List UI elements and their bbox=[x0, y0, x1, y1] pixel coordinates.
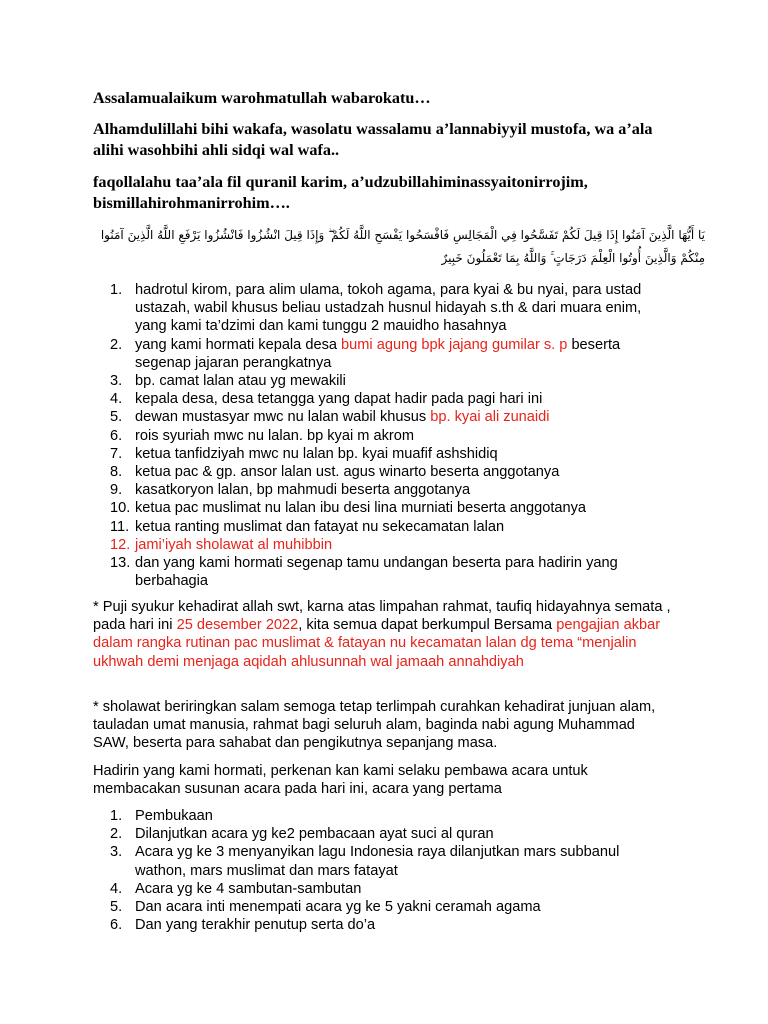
agenda-item bbox=[93, 825, 673, 843]
guest-list-item bbox=[93, 536, 673, 554]
agenda-item bbox=[93, 843, 673, 879]
agenda-text: Dilanjutkan acara yg ke2 pembacaan ayat suci al quran bbox=[135, 826, 494, 843]
list-number: 4. bbox=[110, 880, 123, 897]
guest-list-item bbox=[93, 281, 673, 336]
guest-list-item bbox=[93, 408, 673, 426]
agenda-item bbox=[93, 880, 673, 898]
highlighted-text: bp. kyai ali zunaidi bbox=[430, 409, 550, 426]
list-number: 6. bbox=[110, 917, 123, 934]
list-text: dewan mustasyar mwc nu lalan wabil khusus bbox=[135, 409, 431, 426]
list-number: 9. bbox=[110, 482, 123, 499]
list-text: bp. camat lalan atau yg mewakili bbox=[135, 373, 346, 390]
list-number: 3. bbox=[110, 373, 123, 390]
list-number: 2. bbox=[110, 336, 123, 353]
quran-intro: faqollalahu taa’ala fil quranil karim, a’udzubillahiminassyaitonirrojim, bismillahirohmanirrohim…. bbox=[93, 173, 588, 212]
greeting: Assalamualaikum warohmatullah wabarokatu… bbox=[93, 89, 431, 107]
highlighted-text: bumi agung bpk jajang gumilar s. p bbox=[341, 336, 568, 353]
guest-list bbox=[93, 281, 673, 590]
list-text: dan yang kami hormati segenap tamu undangan beserta para hadirin yang berbahagia bbox=[135, 555, 618, 590]
list-text: rois syuriah mwc nu lalan. bp kyai m akrom bbox=[135, 427, 414, 444]
agenda-text: Acara yg ke 3 menyanyikan lagu Indonesia raya dilanjutkan mars subbanul wathon, mars muslimat dan mars fatayat bbox=[135, 844, 620, 879]
list-text: kepala desa, desa tetangga yang dapat hadir pada pagi hari ini bbox=[135, 391, 543, 408]
agenda-item bbox=[93, 807, 673, 825]
list-text: ketua pac & gp. ansor lalan ust. agus winarto beserta anggotanya bbox=[135, 464, 560, 481]
guest-list-item bbox=[93, 427, 673, 445]
paragraph-text: * Puji syukur kehadirat allah swt, karna atas limpahan rahmat, taufiq hidayahnya semata , pada hari ini bbox=[93, 599, 671, 634]
list-number: 4. bbox=[110, 391, 123, 408]
guest-list-item bbox=[93, 481, 673, 499]
agenda-list bbox=[93, 807, 673, 934]
hadirin-paragraph: Hadirin yang kami hormati, perkenan kan kami selaku pembawa acara untuk membacakan susunan acara pada hari ini, acara yang pertama bbox=[93, 763, 588, 798]
list-number: 12. bbox=[110, 536, 131, 553]
guest-list-item bbox=[93, 499, 673, 517]
praise-paragraph bbox=[93, 598, 673, 671]
list-number: 5. bbox=[110, 899, 123, 916]
guest-list-item bbox=[93, 390, 673, 408]
list-text: ketua pac muslimat nu lalan ibu desi lina murniati beserta anggotanya bbox=[135, 500, 587, 517]
agenda-item bbox=[93, 916, 673, 934]
list-number: 1. bbox=[110, 808, 123, 824]
guest-list-item bbox=[93, 554, 673, 590]
agenda-item bbox=[93, 898, 673, 916]
list-text: beserta segenap jajaran perangkatnya bbox=[135, 336, 621, 371]
guest-list-item bbox=[93, 445, 673, 463]
agenda-text: Dan yang terakhir penutup serta do’a bbox=[135, 917, 376, 934]
list-text: ketua ranting muslimat dan fatayat nu sekecamatan lalan bbox=[135, 518, 505, 535]
sholawat-paragraph: * sholawat beriringkan salam semoga tetap terlimpah curahkan kehadirat junjuan alam, tauladan umat manusia, rahmat bagi seluruh alam, baginda nabi agung Muhammad SAW, beserta para sahabat dan pengikutnya sepanjang masa. bbox=[93, 699, 656, 752]
guest-list-item bbox=[93, 518, 673, 536]
agenda-text: Pembukaan bbox=[135, 808, 213, 824]
highlighted-text: pengajian akbar dalam rangka rutinan pac muslimat & fatayan nu kecamatan lalan dg tema “menjalin ukhwah demi menjaga aqidah ahlusunnah wal jamaah annahdiyah bbox=[93, 617, 661, 670]
list-number: 11. bbox=[110, 518, 130, 535]
list-text: yang kami hormati kepala desa bbox=[135, 336, 342, 353]
agenda-text: Dan acara inti menempati acara yg ke 5 yakni ceramah agama bbox=[135, 899, 541, 916]
paragraph-text: , kita semua dapat berkumpul Bersama bbox=[298, 617, 557, 634]
guest-list-item bbox=[93, 463, 673, 481]
opening-paragraph: Alhamdulillahi bihi wakafa, wasolatu wassalamu a’lannabiyyil mustofa, wa a’ala alihi wasohbihi ahli sidqi wal wafa.. bbox=[93, 120, 653, 159]
list-number: 3. bbox=[110, 844, 123, 861]
guest-list-item bbox=[93, 336, 673, 372]
list-text: ketua tanfidziyah mwc nu lalan bp. kyai muafif ashshidiq bbox=[135, 445, 498, 462]
list-number: 8. bbox=[110, 464, 123, 481]
agenda-text: Acara yg ke 4 sambutan-sambutan bbox=[135, 880, 362, 897]
highlighted-text: jami’iyah sholawat al muhibbin bbox=[135, 536, 333, 553]
list-number: 2. bbox=[110, 826, 123, 843]
list-text: hadrotul kirom, para alim ulama, tokoh agama, para kyai & bu nyai, para ustad ustazah, wabil khusus beliau ustadzah husnul hidayah s.th & dari muara enim, yang kami ta’dzimi dan kami tunggu 2 mauidho hasahnya bbox=[135, 282, 642, 335]
list-number: 5. bbox=[110, 409, 123, 426]
list-number: 13. bbox=[110, 555, 131, 572]
arabic-verse: يَا أَيُّهَا الَّذِينَ آمَنُوا إِذَا قِيلَ لَكُمْ تَفَسَّحُوا فِي الْمَجَالِسِ فَافْسَحُوا يَفْسَحِ اللَّهُ لَكُمْ ۖ وَإِذَا قِيلَ انْشُزُوا فَانْشُزُوا يَرْفَعِ اللَّهُ الَّذِينَ آمَنُوا مِنْكُمْ وَالَّذِينَ أُوتُوا الْعِلْمَ دَرَجَاتٍ ۚ وَاللَّهُ بِمَا تَعْمَلُونَ خَبِيرٌ bbox=[100, 228, 705, 265]
list-text: kasatkoryon lalan, bp mahmudi beserta anggotanya bbox=[135, 482, 471, 499]
list-number: 7. bbox=[110, 445, 123, 462]
list-number: 6. bbox=[110, 427, 123, 444]
guest-list-item bbox=[93, 372, 673, 390]
highlighted-text: 25 desember 2022 bbox=[176, 617, 299, 634]
list-number: 10. bbox=[110, 500, 131, 517]
list-number: 1. bbox=[110, 282, 123, 298]
